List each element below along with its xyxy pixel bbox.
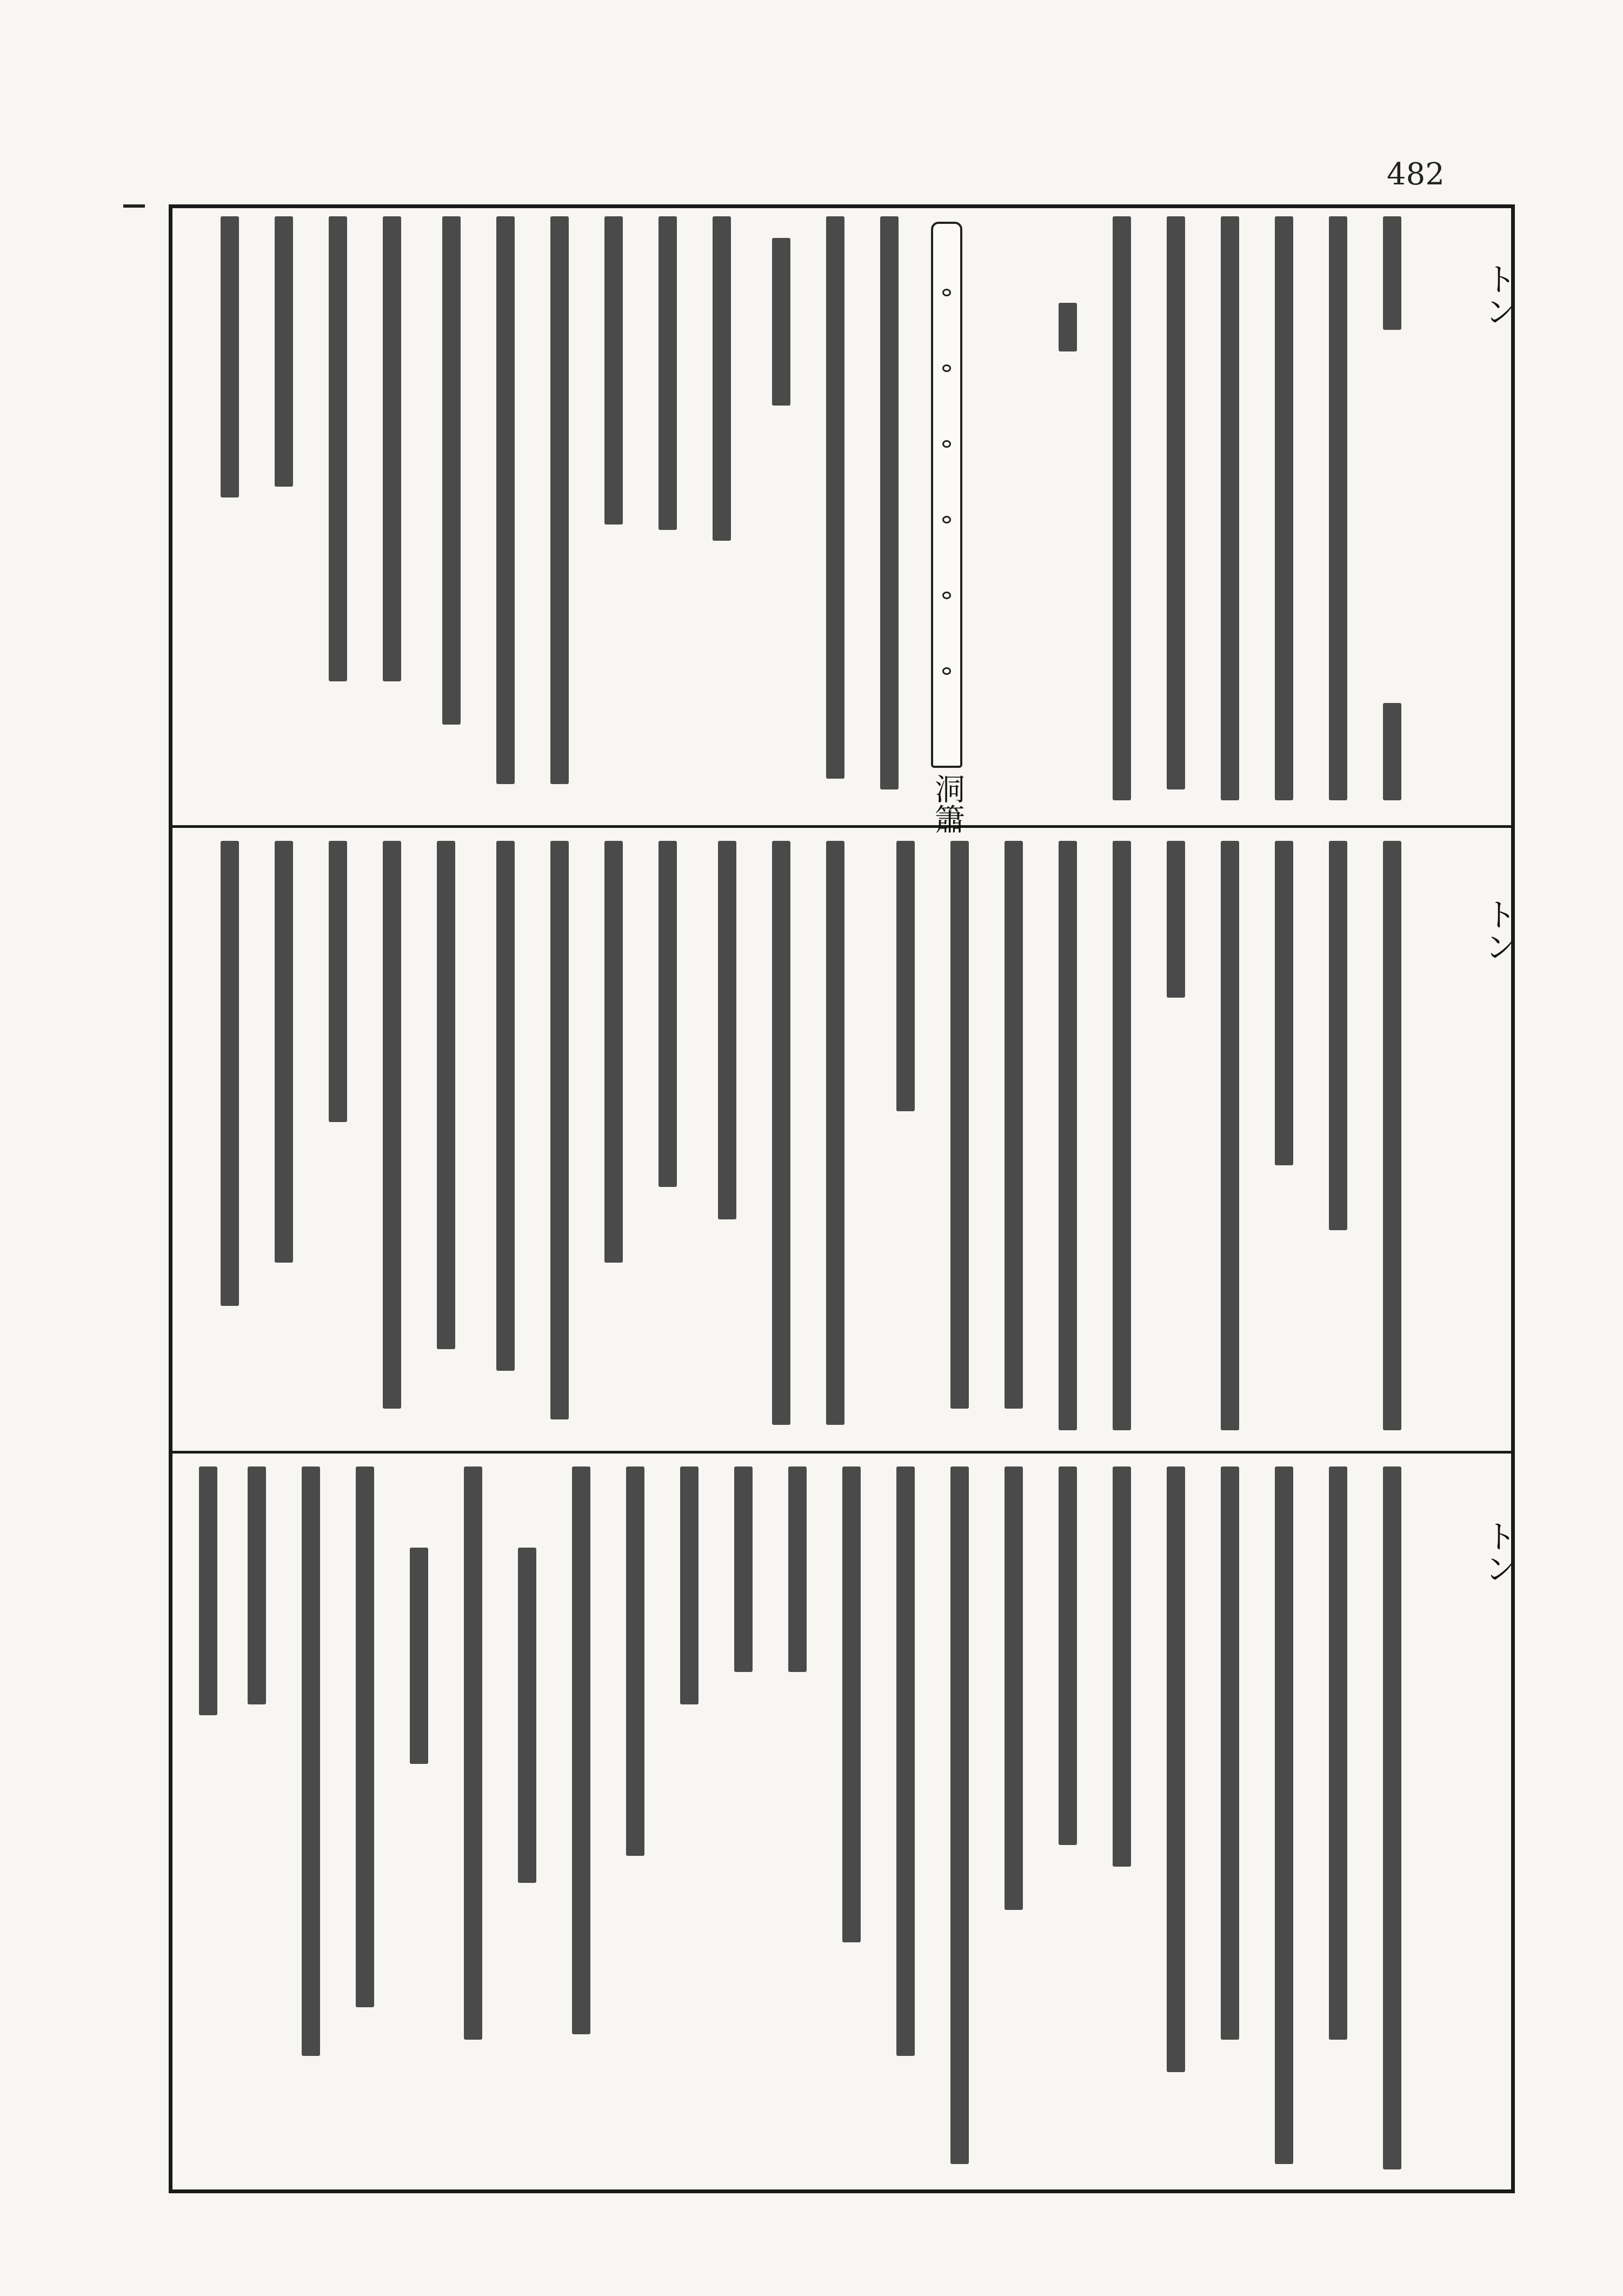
- entry-column: [434, 216, 469, 811]
- entry-column: [347, 1466, 383, 2169]
- entry-column: [704, 216, 740, 811]
- entry-column: [1050, 216, 1086, 811]
- entry-column: [488, 216, 523, 811]
- entry-column: [726, 1466, 761, 2169]
- entry-column: [563, 1466, 599, 2169]
- margin-mark: [123, 204, 145, 208]
- entry-column: [1050, 1466, 1086, 2169]
- entry-column: [671, 1466, 707, 2169]
- entry-column: [650, 841, 686, 1436]
- entry-column: [401, 1466, 437, 2169]
- entry-column: [1374, 1466, 1410, 2169]
- entry-column: [1158, 216, 1194, 811]
- entry-column: [763, 216, 799, 811]
- entry-column: [1266, 1466, 1302, 2169]
- entry-column: [488, 841, 523, 1436]
- entry-column: [266, 216, 302, 811]
- entry-column: [542, 216, 577, 811]
- running-head: トン: [1479, 1519, 1517, 1584]
- entry-column: [509, 1466, 545, 2169]
- entry-column: [1374, 841, 1410, 1436]
- entry-column: [1212, 216, 1248, 811]
- entry-column: [320, 216, 356, 811]
- entry-column: [1104, 1466, 1140, 2169]
- entry-column: [996, 841, 1032, 1436]
- entry-column: [190, 1466, 226, 2169]
- entry-column: [239, 1466, 275, 2169]
- entry-column: [888, 841, 923, 1436]
- entry-column: [266, 841, 302, 1436]
- entry-column: [888, 1466, 923, 2169]
- entry-column: [817, 841, 853, 1436]
- entry-column: [320, 841, 356, 1436]
- entry-column: [1320, 841, 1356, 1436]
- entry-column: [942, 1466, 977, 2169]
- entry-column: [1212, 841, 1248, 1436]
- entry-column: [596, 216, 631, 811]
- entry-column: [1320, 216, 1356, 811]
- page-number: 482: [1387, 157, 1445, 192]
- entry-column: [817, 216, 853, 811]
- entry-column: [1374, 216, 1410, 811]
- entry-column: [428, 841, 464, 1436]
- entry-column: [293, 1466, 329, 2169]
- running-head: トン: [1479, 262, 1517, 327]
- entry-column: [1266, 216, 1302, 811]
- entry-column: [763, 841, 799, 1436]
- figure-label: 洞簫: [930, 773, 965, 834]
- entry-column: [1104, 216, 1140, 811]
- entry-column: [996, 1466, 1032, 2169]
- flute-illustration: [931, 222, 962, 768]
- entry-column: [834, 1466, 869, 2169]
- entry-column: [1158, 1466, 1194, 2169]
- entry-column: [374, 216, 410, 811]
- entry-column: [374, 841, 410, 1436]
- entry-column: [1158, 841, 1194, 1436]
- entry-column: [455, 1466, 491, 2169]
- entry-column: [942, 841, 977, 1436]
- entry-column: [1266, 841, 1302, 1436]
- entry-column: [212, 216, 248, 811]
- entry-column: [650, 216, 686, 811]
- entry-column: [1050, 841, 1086, 1436]
- entry-column: [596, 841, 631, 1436]
- entry-column: [542, 841, 577, 1436]
- entry-column: [1212, 1466, 1248, 2169]
- running-head: トン: [1479, 898, 1517, 963]
- entry-column: [872, 216, 907, 811]
- entry-column: [1320, 1466, 1356, 2169]
- entry-column: [1104, 841, 1140, 1436]
- section-divider: [169, 825, 1515, 828]
- entry-column: [617, 1466, 653, 2169]
- entry-column: [709, 841, 745, 1436]
- section-divider: [169, 1451, 1515, 1454]
- entry-column: [780, 1466, 815, 2169]
- entry-column: [212, 841, 248, 1436]
